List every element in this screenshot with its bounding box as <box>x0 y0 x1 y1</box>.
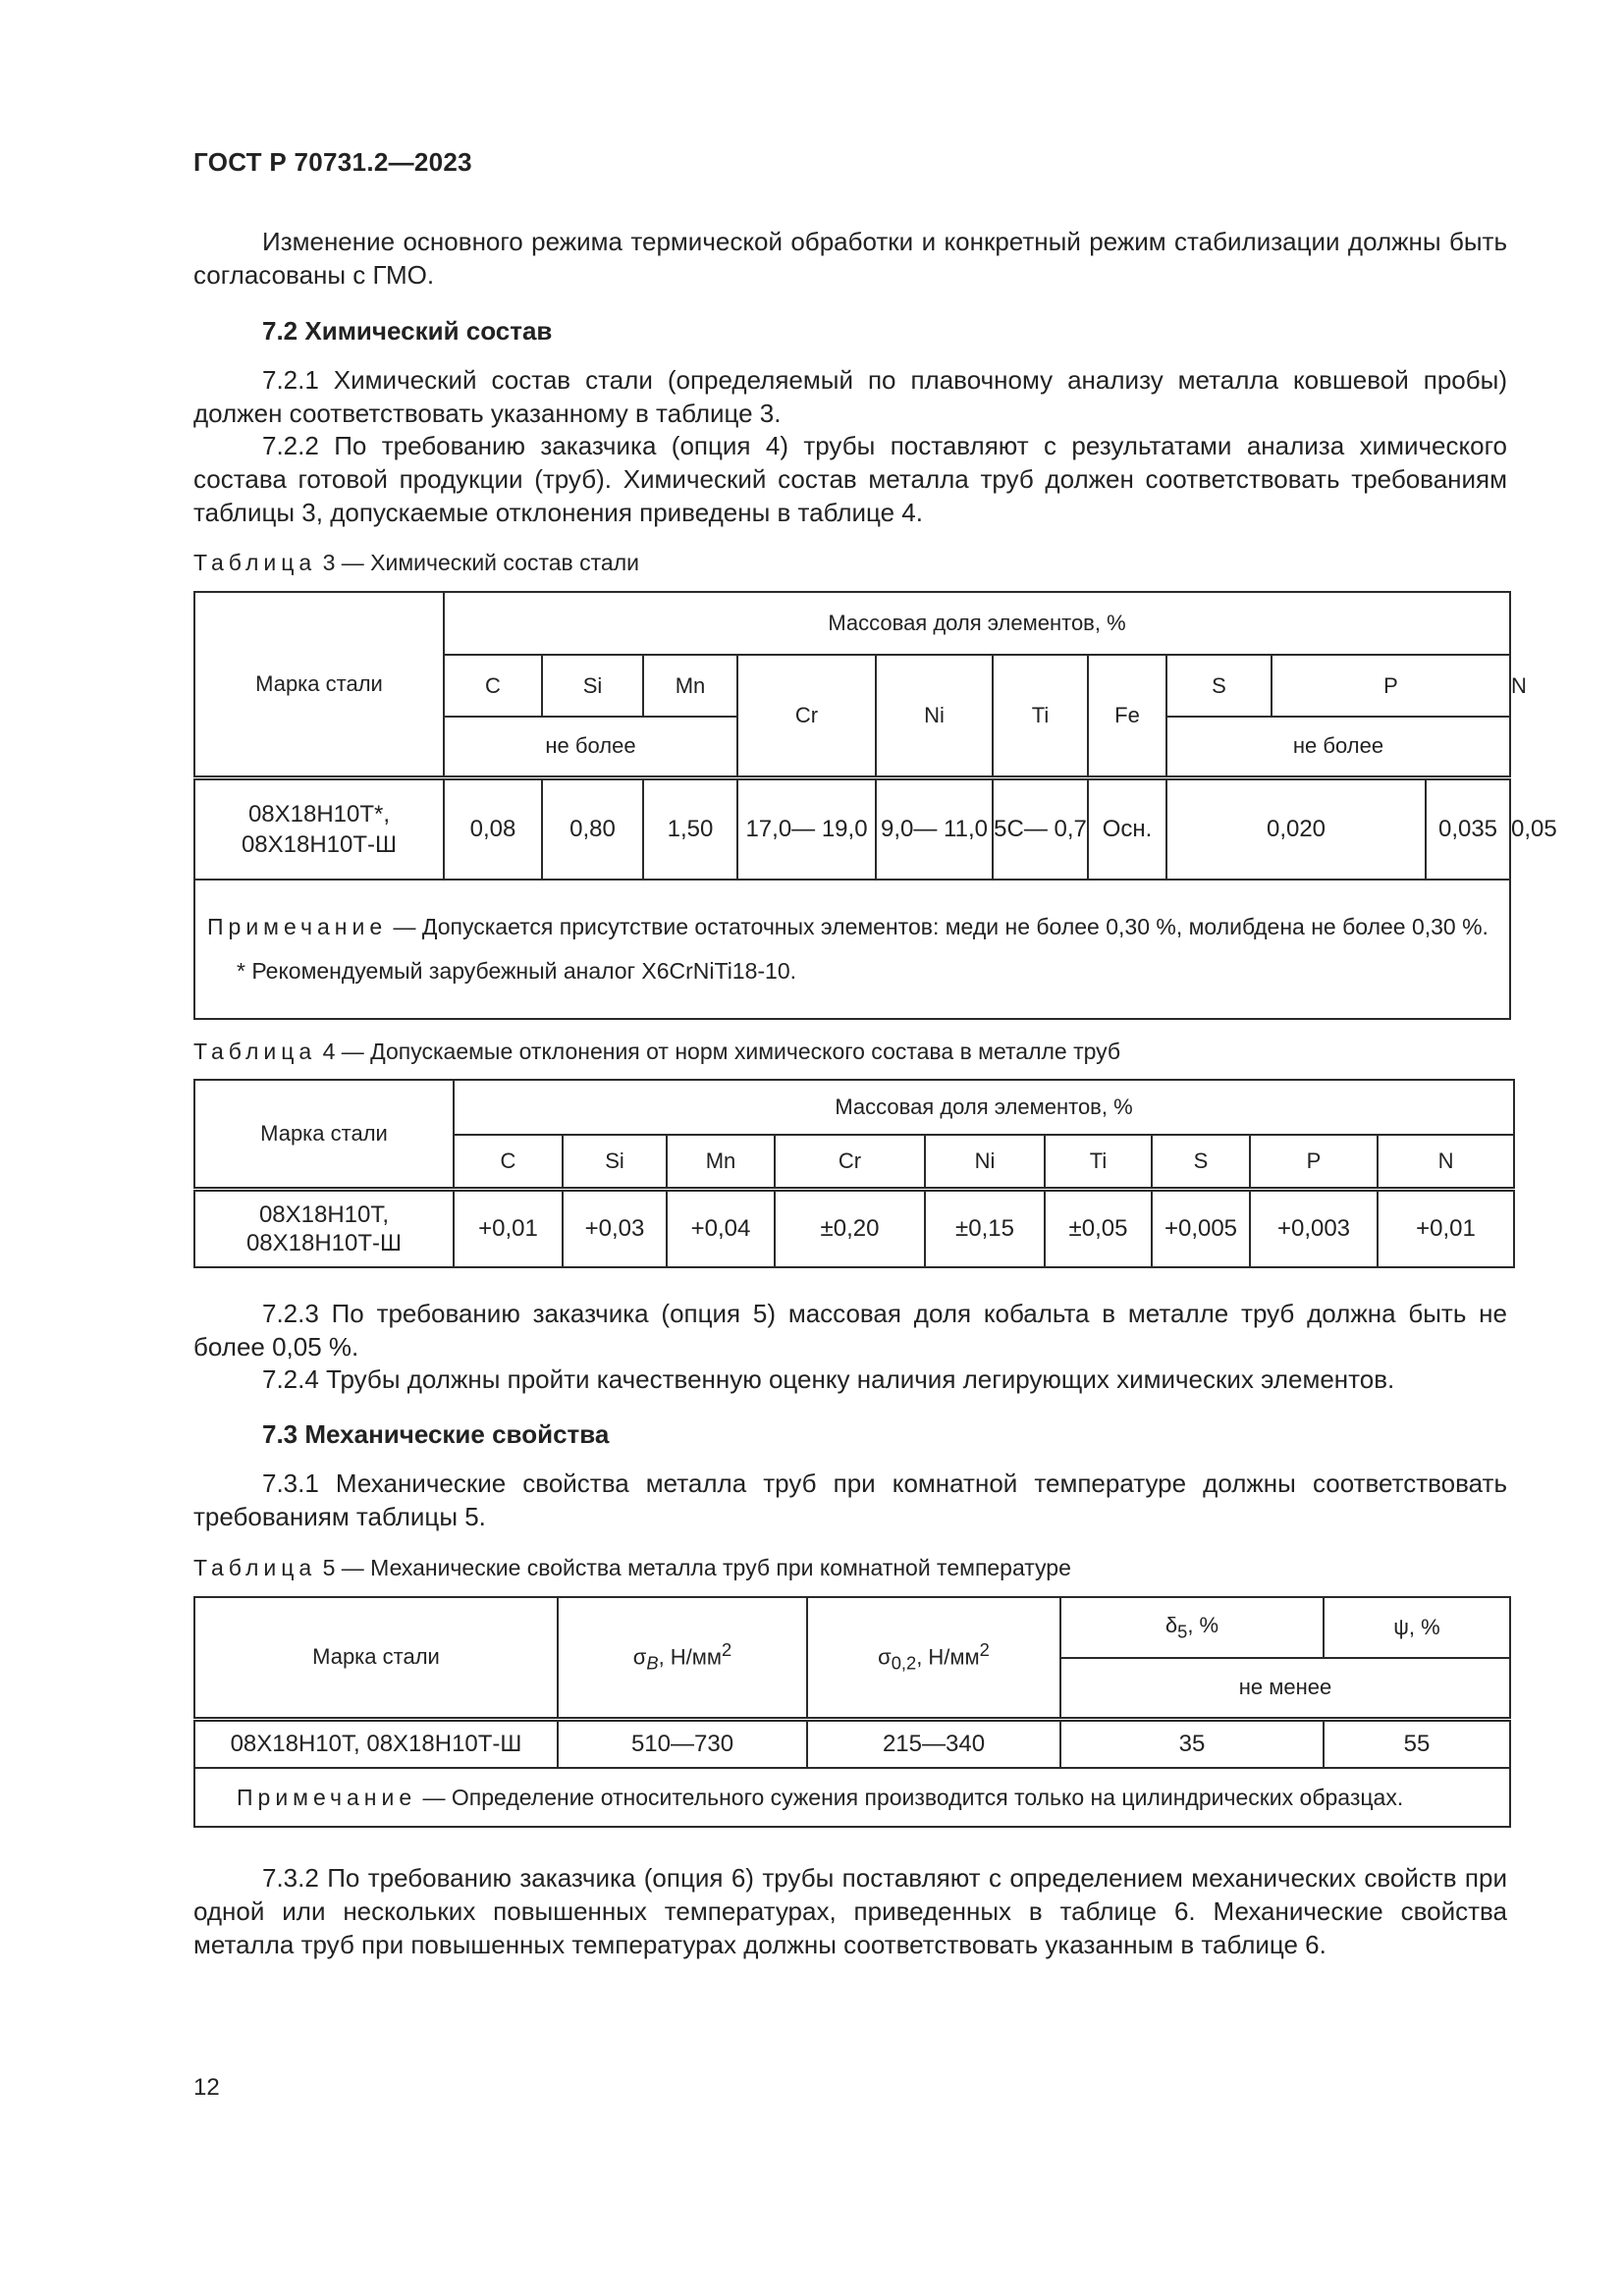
table3-header-element: Mn <box>643 655 737 717</box>
table3-header-not-more: не более <box>1166 717 1510 777</box>
intro-paragraph: Изменение основного режима термической обработки и конкретный режим стабилизации должны быть согласованы с ГМО. <box>193 227 1507 290</box>
table3-cell: 9,0— 11,0 <box>876 777 993 880</box>
table5-header-yield-strength: $\sigma_{0,2}$, $Н/мм^2$ <box>807 1597 1060 1719</box>
table4-header-mass-fraction: Массовая доля элементов, % <box>454 1080 1514 1135</box>
table5-header-grade: Марка стали <box>194 1597 558 1719</box>
table3-header-element: Ni <box>876 655 993 777</box>
table4-header-element: Si <box>563 1135 667 1189</box>
table4-header-element: Cr <box>775 1135 925 1189</box>
paragraph-7-2-3: 7.2.3 По требованию заказчика (опция 5) массовая доля кобальта в металле труб должна быть не более 0,05 %. <box>193 1299 1507 1362</box>
section-heading-7-2: 7.2 Химический состав <box>262 316 553 346</box>
section-heading-7-3: 7.3 Механические свойства <box>262 1419 610 1449</box>
paragraph-7-2-4: 7.2.4 Трубы должны пройти качественную оценку наличия легирующих химических элементов. <box>262 1364 1395 1394</box>
table5-caption: Таблица 5 — Механические свойства металла труб при комнатной температуре <box>193 1555 1071 1580</box>
table3-caption: Таблица 3 — Химический состав стали <box>193 550 639 575</box>
table4-header-element: P <box>1250 1135 1378 1189</box>
document-code: ГОСТ Р 70731.2—2023 <box>193 147 472 177</box>
table3-header-element: C <box>444 655 542 717</box>
table-3-chemical-composition: Марка стали Массовая доля элементов, % C Si Mn Cr Ni Ti Fe S P N не более не более 08Х18Н10Т*, 08Х18Н10Т-Ш 0,08 0,80 1,50 17,0— 19,0 9,0— 11,0 5С— 0,7 Осн. 0,020 0,035 0,05 Примечание — Допускается присутствие остаточных элементов: меди не более 0,30 %, молибдена не более 0,30 %. * Рекомендуемый зарубежный аналог X6CrNiTi18-10. <box>193 591 1511 1020</box>
table5-cell: 55 <box>1324 1719 1510 1768</box>
table4-cell-grade: 08Х18Н10Т, 08Х18Н10Т-Ш <box>194 1189 454 1267</box>
table3-header-element: S <box>1166 655 1272 717</box>
table5-cell: 35 <box>1060 1719 1324 1768</box>
table4-cell: +0,03 <box>563 1189 667 1267</box>
table5-cell: 510—730 <box>558 1719 807 1768</box>
table5-header-elongation: $\delta_5$, % <box>1060 1597 1324 1658</box>
table5-header-not-less: не менее <box>1060 1658 1510 1719</box>
table4-caption: Таблица 4 — Допускаемые отклонения от норм химического состава в металле труб <box>193 1039 1121 1064</box>
table4-header-element: S <box>1152 1135 1250 1189</box>
table5-cell: 215—340 <box>807 1719 1060 1768</box>
table4-header-element: Mn <box>667 1135 775 1189</box>
table3-cell: 0,035 <box>1426 777 1510 880</box>
table5-cell-grade: 08Х18Н10Т, 08Х18Н10Т-Ш <box>194 1719 558 1768</box>
table3-cell: Осн. <box>1088 777 1166 880</box>
table5-note: Примечание — Определение относительного сужения производится только на цилиндрических образцах. <box>194 1768 1510 1827</box>
table3-cell-grade: 08Х18Н10Т*, 08Х18Н10Т-Ш <box>194 777 444 880</box>
table4-cell: ±0,20 <box>775 1189 925 1267</box>
table3-header-element: Fe <box>1088 655 1166 777</box>
table4-cell: +0,005 <box>1152 1189 1250 1267</box>
table4-header-element: Ni <box>925 1135 1045 1189</box>
paragraph-7-2-1: 7.2.1 Химический состав стали (определяемый по плавочному анализу металла ковшевой пробы) должен соответствовать указанному в таблице 3. <box>193 365 1507 428</box>
table3-cell: 17,0— 19,0 <box>737 777 876 880</box>
table3-cell: 0,80 <box>542 777 643 880</box>
paragraph-7-3-1: 7.3.1 Механические свойства металла труб при комнатной температуре должны соответствовать требованиям таблицы 5. <box>193 1468 1507 1531</box>
table3-cell: 0,08 <box>444 777 542 880</box>
table3-cell: 5С— 0,7 <box>993 777 1088 880</box>
table-5-mechanical-properties <box>193 1596 1511 1828</box>
table4-cell: +0,01 <box>1378 1189 1514 1267</box>
table3-header-element: P <box>1272 655 1510 717</box>
page-number: 12 <box>193 2074 220 2101</box>
table5-header-tensile-strength: $\sigma_В$, $Н/мм^2$ <box>558 1597 807 1719</box>
table3-header-mass-fraction: Массовая доля элементов, % <box>444 592 1510 655</box>
table4-header-element: C <box>454 1135 563 1189</box>
table3-cell: 0,020 <box>1166 777 1426 880</box>
table3-note: Примечание — Допускается присутствие остаточных элементов: меди не более 0,30 %, молибдена не более 0,30 %. * Рекомендуемый зарубежный аналог X6CrNiTi18-10. <box>194 880 1510 1019</box>
table4-cell: +0,01 <box>454 1189 563 1267</box>
table3-header-element: Ti <box>993 655 1088 777</box>
table4-header-element: Ti <box>1045 1135 1152 1189</box>
table5-header-reduction: ψ, % <box>1324 1597 1510 1658</box>
table3-header-element: Si <box>542 655 643 717</box>
table4-header-element: N <box>1378 1135 1514 1189</box>
table3-footnote: * Рекомендуемый зарубежный аналог X6CrNiTi18-10. <box>237 958 797 984</box>
table4-cell: +0,04 <box>667 1189 775 1267</box>
table3-header-element: Cr <box>737 655 876 777</box>
table4-cell: ±0,15 <box>925 1189 1045 1267</box>
table4-cell: ±0,05 <box>1045 1189 1152 1267</box>
table3-header-grade: Марка стали <box>194 592 444 777</box>
paragraph-7-2-2: 7.2.2 По требованию заказчика (опция 4) трубы поставляют с результатами анализа химического состава готовой продукции (труб). Химический состав металла труб должен соответствовать требованиям таблицы 3, допускаемые отклонения приведены в таблице 4. <box>193 431 1507 527</box>
table3-header-not-more: не более <box>444 717 737 777</box>
table3-cell: 1,50 <box>643 777 737 880</box>
table4-cell: +0,003 <box>1250 1189 1378 1267</box>
table-4-tolerances <box>193 1079 1515 1268</box>
paragraph-7-3-2: 7.3.2 По требованию заказчика (опция 6) трубы поставляют с определением механических свойств при одной или нескольких повышенных температурах, приведенных в таблице 6. Механические свойства металла труб при повышенных температурах должны соответствовать указанным в таблице 6. <box>193 1863 1507 1959</box>
table4-header-grade: Марка стали <box>194 1080 454 1189</box>
